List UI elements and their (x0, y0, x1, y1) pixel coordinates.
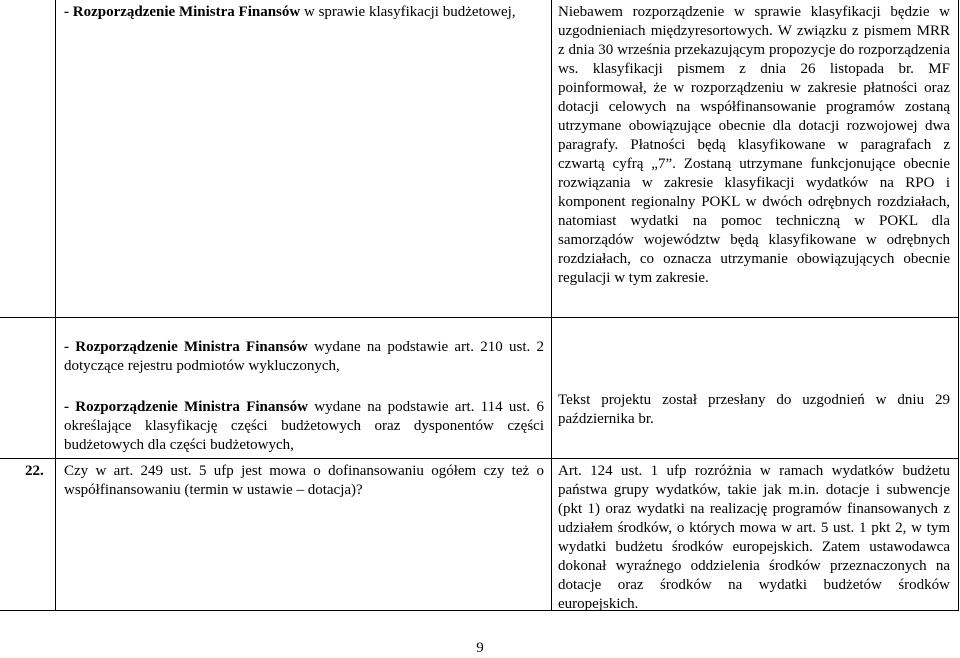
row2-left-cell (64, 338, 544, 376)
table-border-right (958, 317, 959, 610)
column-divider (551, 0, 552, 317)
row1-left-bold: - Rozporządzenie Ministra Finansów (64, 4, 301, 20)
row3-left-cell (64, 398, 544, 455)
row4-left-text: Czy w art. 249 ust. 5 ufp jest mowa o dofinansowaniu ogółem czy też o współfinansowaniu (termin w ustawie – dotacja)? (64, 463, 544, 498)
row3-left-bold: - Rozporządzenie Ministra Finansów (64, 399, 308, 415)
row1-right-cell (558, 3, 950, 288)
row3-right-cell (558, 391, 950, 429)
row4-left-cell (64, 462, 544, 500)
row2-left-bold: - Rozporządzenie Ministra Finansów (64, 339, 308, 355)
row3-right-text: Tekst projektu został przesłany do uzgodnień w dniu 29 października br. (558, 392, 950, 427)
column-divider (551, 317, 552, 610)
page-number: 9 (476, 640, 484, 656)
row4-right-text: Art. 124 ust. 1 ufp rozróżnia w ramach wydatków budżetu państwa grupy wydatków, takie jak m.in. dotacje i subwencje (pkt 1) oraz wydatki na realizację programów finansowanych z udziałem środków, o których mowa w art. 5 ust. 1 pkt 2, w tym wydatki budżetu środków europejskich. Zatem ustawodawca dokonał wyraźnego oddzielenia środków przeznaczonych na dotacje oraz środków na wydatki budżetów środków europejskich. (558, 463, 950, 612)
table-border-left (55, 0, 56, 317)
row-divider (0, 458, 959, 459)
question-number: 22. (25, 463, 44, 479)
row2-left-text: wydane na podstawie art. 210 ust. 2 dotyczące rejestru podmiotów wykluczonych, (64, 339, 544, 374)
row1-left-cell (64, 3, 544, 22)
row-divider (0, 317, 959, 318)
table-border-right (958, 0, 959, 317)
row3-left-text: wydane na podstawie art. 114 ust. 6 określające klasyfikację części budżetowych oraz dysponentów części budżetowych dla części budżetowych, (64, 399, 544, 453)
row1-left-text: w sprawie klasyfikacji budżetowej, (300, 4, 516, 20)
row4-right-cell (558, 462, 950, 614)
table-border-left (55, 317, 56, 610)
row1-right-text: Niebawem rozporządzenie w sprawie klasyfikacji będzie w uzgodnieniach międzyresortowych. W związku z pismem MRR z dnia 30 września przekazującym propozycje do rozporządzenia ws. klasyfikacji pismem z dnia 26 listopada br. MF poinformował, że w rozporządzeniu w zakresie płatności oraz dotacji celowych na współfinansowanie programów zostaną utrzymane obowiązujące obecnie dla dotacji rozwojowej dwa paragrafy. Płatności będą klasyfikowane w paragrafach z czwartą cyfrą „7”. Zostaną utrzymane funkcjonujące obecnie rozwiązania w zakresie klasyfikacji wydatków na RPO i komponent regionalny POKL w dwóch odrębnych rozdziałach, natomiast wydatki na pomoc techniczną w POKL dla samorządów województw będą klasyfikowane w odrębnych rozdziałach, co oznacza utrzymanie obowiązujących obecnie regulacji w tym zakresie. (558, 4, 950, 286)
